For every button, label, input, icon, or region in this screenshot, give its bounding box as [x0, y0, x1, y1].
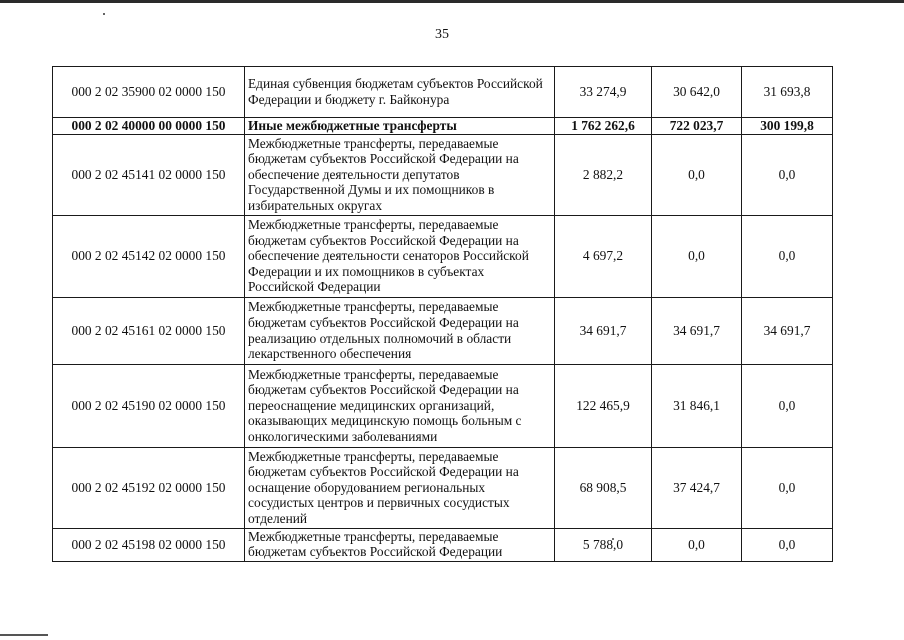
table-row-total [53, 118, 833, 135]
value-year3-cell: 0,0 [742, 447, 833, 528]
scan-speck [103, 13, 105, 15]
scan-edge-mark [0, 634, 48, 636]
value-year1-cell: 122 465,9 [555, 364, 652, 447]
value-year2-cell: 0,0 [652, 134, 742, 215]
budget-code-cell: 000 2 02 45142 02 0000 150 [53, 215, 245, 297]
value-year1-cell: 33 274,9 [555, 67, 652, 118]
budget-table [52, 66, 833, 562]
item-name-cell: Межбюджетные трансферты, передаваемые бюджетам субъектов Российской Федерации на оснащение оборудованием региональных сосудистых центров и первичных сосудистых отделений [245, 447, 555, 528]
table-row [53, 297, 833, 364]
value-year1-cell: 2 882,2 [555, 134, 652, 215]
value-year2-cell: 37 424,7 [652, 447, 742, 528]
value-year1-cell: 1 762 262,6 [555, 118, 652, 135]
budget-code-cell: 000 2 02 45141 02 0000 150 [53, 134, 245, 215]
item-name-cell: Иные межбюджетные трансферты [245, 118, 555, 135]
budget-code-cell: 000 2 02 45198 02 0000 150 [53, 528, 245, 561]
value-year1-cell: 68 908,5 [555, 447, 652, 528]
value-year2-cell: 31 846,1 [652, 364, 742, 447]
value-year1-cell: 4 697,2 [555, 215, 652, 297]
table-row [53, 364, 833, 447]
item-name-cell: Межбюджетные трансферты, передаваемые бюджетам субъектов Российской Федерации на обеспечение деятельности сенаторов Российской Федерации и их помощников в субъектах Российской Федерации [245, 215, 555, 297]
value-year2-cell: 0,0 [652, 215, 742, 297]
value-year2-cell: 722 023,7 [652, 118, 742, 135]
item-name-cell: Межбюджетные трансферты, передаваемые бюджетам субъектов Российской Федерации на переоснащение медицинских организаций, оказывающих медицинскую помощь больным с онкологическими заболеваниями [245, 364, 555, 447]
value-year1-cell: 34 691,7 [555, 297, 652, 364]
item-name-cell: Межбюджетные трансферты, передаваемые бюджетам субъектов Российской Федерации на обеспечение деятельности депутатов Государственной Думы и их помощников в избирательных округах [245, 134, 555, 215]
budget-code-cell: 000 2 02 40000 00 0000 150 [53, 118, 245, 135]
value-year3-cell: 0,0 [742, 528, 833, 561]
table-row [53, 134, 833, 215]
value-year2-cell: 30 642,0 [652, 67, 742, 118]
table-row [53, 215, 833, 297]
table-row [53, 528, 833, 561]
item-name-cell: Межбюджетные трансферты, передаваемые бюджетам субъектов Российской Федерации на реализацию отдельных полномочий в области лекарственного обеспечения [245, 297, 555, 364]
value-year3-cell: 300 199,8 [742, 118, 833, 135]
budget-code-cell: 000 2 02 45161 02 0000 150 [53, 297, 245, 364]
budget-code-cell: 000 2 02 35900 02 0000 150 [53, 67, 245, 118]
value-year1-cell: 5 788,0 [555, 528, 652, 561]
page-top-edge [0, 0, 904, 3]
value-year3-cell: 0,0 [742, 134, 833, 215]
value-year2-cell: 34 691,7 [652, 297, 742, 364]
item-name-cell: Межбюджетные трансферты, передаваемые бюджетам субъектов Российской Федерации [245, 528, 555, 561]
value-year3-cell: 31 693,8 [742, 67, 833, 118]
page-number: 35 [435, 27, 449, 42]
value-year3-cell: 0,0 [742, 215, 833, 297]
table-row [53, 447, 833, 528]
value-year3-cell: 34 691,7 [742, 297, 833, 364]
value-year3-cell: 0,0 [742, 364, 833, 447]
table-row [53, 67, 833, 118]
item-name-cell: Единая субвенция бюджетам субъектов Российской Федерации и бюджету г. Байконура [245, 67, 555, 118]
budget-code-cell: 000 2 02 45190 02 0000 150 [53, 364, 245, 447]
value-year2-cell: 0,0 [652, 528, 742, 561]
budget-code-cell: 000 2 02 45192 02 0000 150 [53, 447, 245, 528]
